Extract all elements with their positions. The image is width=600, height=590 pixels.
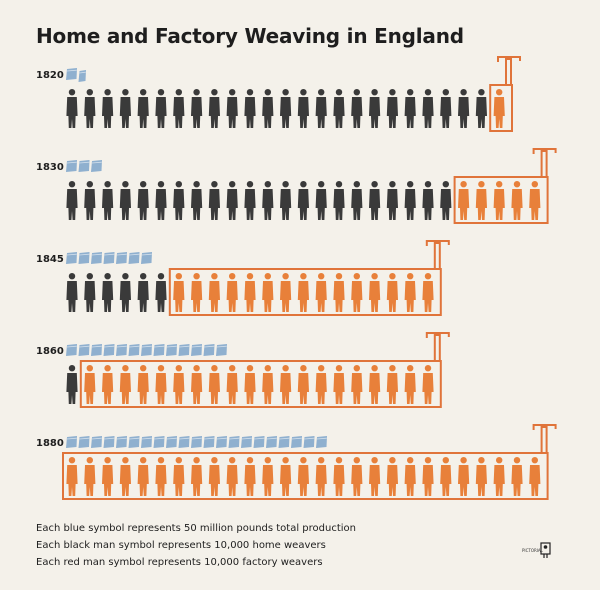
factory-weaver-symbol: [422, 273, 433, 312]
production-symbol: [129, 344, 140, 356]
production-symbol: [254, 436, 265, 448]
factory-weaver-symbol: [66, 457, 77, 496]
factory-weaver-symbol: [529, 181, 540, 220]
home-weaver-symbol: [66, 273, 77, 312]
factory-weaver-symbol: [262, 273, 273, 312]
factory-weaver-symbol: [209, 457, 220, 496]
home-weaver-symbol: [138, 89, 149, 128]
production-symbol: [154, 344, 165, 356]
factory-weaver-symbol: [227, 273, 238, 312]
home-weaver-symbol: [351, 89, 362, 128]
home-weaver-symbol: [280, 89, 291, 128]
factory-weaver-symbol: [244, 365, 255, 404]
factory-weaver-symbol: [138, 365, 149, 404]
factory-building: [455, 149, 556, 223]
production-symbol: [154, 436, 165, 448]
production-symbol: [104, 344, 115, 356]
factory-weaver-symbol: [369, 365, 380, 404]
home-weaver-symbol: [173, 89, 184, 128]
production-symbol: [91, 160, 102, 172]
factory-weaver-symbol: [227, 457, 238, 496]
factory-weaver-symbol: [191, 365, 202, 404]
factory-weaver-symbol: [298, 457, 309, 496]
factory-weaver-symbol: [476, 457, 487, 496]
factory-weaver-symbol: [369, 273, 380, 312]
home-weaver-symbol: [84, 181, 95, 220]
factory-weaver-symbol: [102, 457, 113, 496]
home-weaver-symbol: [298, 181, 309, 220]
factory-weaver-symbol: [120, 365, 131, 404]
factory-weaver-symbol: [333, 365, 344, 404]
factory-weaver-symbol: [511, 457, 522, 496]
production-symbol: [304, 436, 315, 448]
production-symbol: [266, 436, 277, 448]
production-symbol: [66, 252, 77, 264]
factory-weaver-symbol: [298, 273, 309, 312]
factory-weaver-symbol: [244, 273, 255, 312]
factory-weaver-symbol: [173, 273, 184, 312]
production-symbol: [216, 436, 227, 448]
home-weaver-symbol: [120, 273, 131, 312]
production-symbol: [79, 436, 90, 448]
production-symbol: [291, 436, 302, 448]
factory-weaver-symbol: [227, 365, 238, 404]
home-weaver-symbol: [387, 89, 398, 128]
production-symbol: [79, 160, 90, 172]
factory-weaver-symbol: [244, 457, 255, 496]
production-symbol: [141, 344, 152, 356]
production-symbol: [191, 344, 202, 356]
production-symbol: [116, 436, 127, 448]
home-weaver-symbol: [405, 181, 416, 220]
home-weaver-symbol: [440, 89, 451, 128]
production-symbol: [216, 344, 227, 356]
home-weaver-symbol: [262, 89, 273, 128]
factory-weaver-symbol: [262, 365, 273, 404]
factory-weaver-symbol: [422, 457, 433, 496]
year-label: 1845: [36, 254, 64, 265]
factory-weaver-symbol: [280, 365, 291, 404]
factory-weaver-symbol: [333, 457, 344, 496]
home-weaver-symbol: [458, 89, 469, 128]
year-label: 1820: [36, 70, 64, 81]
legend-home-weaver: Each black man symbol represents 10,000 home weavers: [36, 540, 326, 551]
production-symbol: [116, 344, 127, 356]
factory-weaver-symbol: [173, 457, 184, 496]
legend-factory-weaver: Each red man symbol represents 10,000 factory weavers: [36, 557, 323, 568]
home-weaver-symbol: [244, 89, 255, 128]
production-symbol: [279, 436, 290, 448]
production-symbol: [66, 344, 77, 356]
home-weaver-symbol: [422, 89, 433, 128]
home-weaver-symbol: [209, 89, 220, 128]
production-symbol: [91, 344, 102, 356]
home-weaver-symbol: [120, 89, 131, 128]
factory-weaver-symbol: [316, 273, 327, 312]
home-weaver-symbol: [102, 273, 113, 312]
year-label: 1830: [36, 162, 64, 173]
factory-weaver-symbol: [298, 365, 309, 404]
production-symbol: [141, 436, 152, 448]
factory-weaver-symbol: [84, 457, 95, 496]
production-symbol: [104, 436, 115, 448]
home-weaver-symbol: [102, 181, 113, 220]
factory-weaver-symbol: [209, 273, 220, 312]
home-weaver-symbol: [66, 365, 77, 404]
production-symbol: [166, 436, 177, 448]
factory-weaver-symbol: [120, 457, 131, 496]
home-weaver-symbol: [333, 89, 344, 128]
factory-weaver-symbol: [102, 365, 113, 404]
production-symbol: [66, 68, 77, 80]
home-weaver-symbol: [262, 181, 273, 220]
home-weaver-symbol: [316, 181, 327, 220]
home-weaver-symbol: [209, 181, 220, 220]
home-weaver-symbol: [138, 181, 149, 220]
factory-weaver-symbol: [209, 365, 220, 404]
home-weaver-symbol: [138, 273, 149, 312]
home-weaver-symbol: [369, 181, 380, 220]
factory-weaver-symbol: [529, 457, 540, 496]
home-weaver-symbol: [191, 89, 202, 128]
credit-mark: PICTORIAL: [522, 548, 543, 553]
factory-weaver-symbol: [155, 457, 166, 496]
production-symbol: [66, 160, 77, 172]
production-symbol: [204, 344, 215, 356]
factory-weaver-symbol: [316, 457, 327, 496]
production-symbol: [104, 252, 115, 264]
chart-title: Home and Factory Weaving in England: [36, 24, 464, 48]
production-symbol: [204, 436, 215, 448]
factory-weaver-symbol: [333, 273, 344, 312]
legend-production: Each blue symbol represents 50 million pounds total production: [36, 523, 357, 534]
production-symbol: [79, 344, 90, 356]
factory-weaver-symbol: [280, 273, 291, 312]
factory-weaver-symbol: [511, 181, 522, 220]
home-weaver-symbol: [227, 89, 238, 128]
home-weaver-symbol: [476, 89, 487, 128]
production-symbol-partial: [79, 70, 87, 82]
home-weaver-symbol: [316, 89, 327, 128]
factory-weaver-symbol: [351, 457, 362, 496]
home-weaver-symbol: [244, 181, 255, 220]
home-weaver-symbol: [280, 181, 291, 220]
factory-weaver-symbol: [494, 181, 505, 220]
home-weaver-symbol: [387, 181, 398, 220]
factory-weaver-symbol: [316, 365, 327, 404]
factory-weaver-symbol: [351, 273, 362, 312]
production-symbol: [241, 436, 252, 448]
home-weaver-symbol: [84, 89, 95, 128]
factory-weaver-symbol: [405, 365, 416, 404]
factory-weaver-symbol: [191, 457, 202, 496]
home-weaver-symbol: [155, 181, 166, 220]
home-weaver-symbol: [155, 273, 166, 312]
production-symbol: [91, 252, 102, 264]
factory-weaver-symbol: [458, 181, 469, 220]
factory-building: [170, 241, 449, 315]
home-weaver-symbol: [333, 181, 344, 220]
factory-weaver-symbol: [84, 365, 95, 404]
factory-building: [63, 425, 556, 499]
factory-weaver-symbol: [494, 457, 505, 496]
production-symbol: [116, 252, 127, 264]
home-weaver-symbol: [102, 89, 113, 128]
factory-weaver-symbol: [476, 181, 487, 220]
home-weaver-symbol: [227, 181, 238, 220]
home-weaver-symbol: [191, 181, 202, 220]
factory-weaver-symbol: [405, 457, 416, 496]
year-label: 1880: [36, 438, 64, 449]
production-symbol: [66, 436, 77, 448]
factory-weaver-symbol: [262, 457, 273, 496]
production-symbol: [166, 344, 177, 356]
factory-building: [81, 333, 449, 407]
home-weaver-symbol: [66, 89, 77, 128]
home-weaver-symbol: [120, 181, 131, 220]
production-symbol: [179, 344, 190, 356]
production-symbol: [129, 252, 140, 264]
factory-weaver-symbol: [369, 457, 380, 496]
factory-weaver-symbol: [138, 457, 149, 496]
home-weaver-symbol: [351, 181, 362, 220]
home-weaver-symbol: [173, 181, 184, 220]
factory-weaver-symbol: [387, 365, 398, 404]
factory-weaver-symbol: [387, 273, 398, 312]
production-symbol: [79, 252, 90, 264]
production-symbol: [179, 436, 190, 448]
factory-weaver-symbol: [422, 365, 433, 404]
year-label: 1860: [36, 346, 64, 357]
factory-weaver-symbol: [155, 365, 166, 404]
home-weaver-symbol: [440, 181, 451, 220]
home-weaver-symbol: [369, 89, 380, 128]
production-symbol: [316, 436, 327, 448]
factory-weaver-symbol: [494, 89, 505, 128]
home-weaver-symbol: [298, 89, 309, 128]
factory-weaver-symbol: [440, 457, 451, 496]
production-symbol: [129, 436, 140, 448]
production-symbol: [191, 436, 202, 448]
factory-weaver-symbol: [458, 457, 469, 496]
home-weaver-symbol: [155, 89, 166, 128]
home-weaver-symbol: [66, 181, 77, 220]
factory-weaver-symbol: [351, 365, 362, 404]
factory-weaver-symbol: [280, 457, 291, 496]
home-weaver-symbol: [84, 273, 95, 312]
home-weaver-symbol: [422, 181, 433, 220]
production-symbol: [91, 436, 102, 448]
production-symbol: [141, 252, 152, 264]
home-weaver-symbol: [405, 89, 416, 128]
factory-weaver-symbol: [173, 365, 184, 404]
factory-weaver-symbol: [387, 457, 398, 496]
production-symbol: [229, 436, 240, 448]
factory-weaver-symbol: [191, 273, 202, 312]
factory-weaver-symbol: [405, 273, 416, 312]
factory-building: [490, 57, 520, 131]
